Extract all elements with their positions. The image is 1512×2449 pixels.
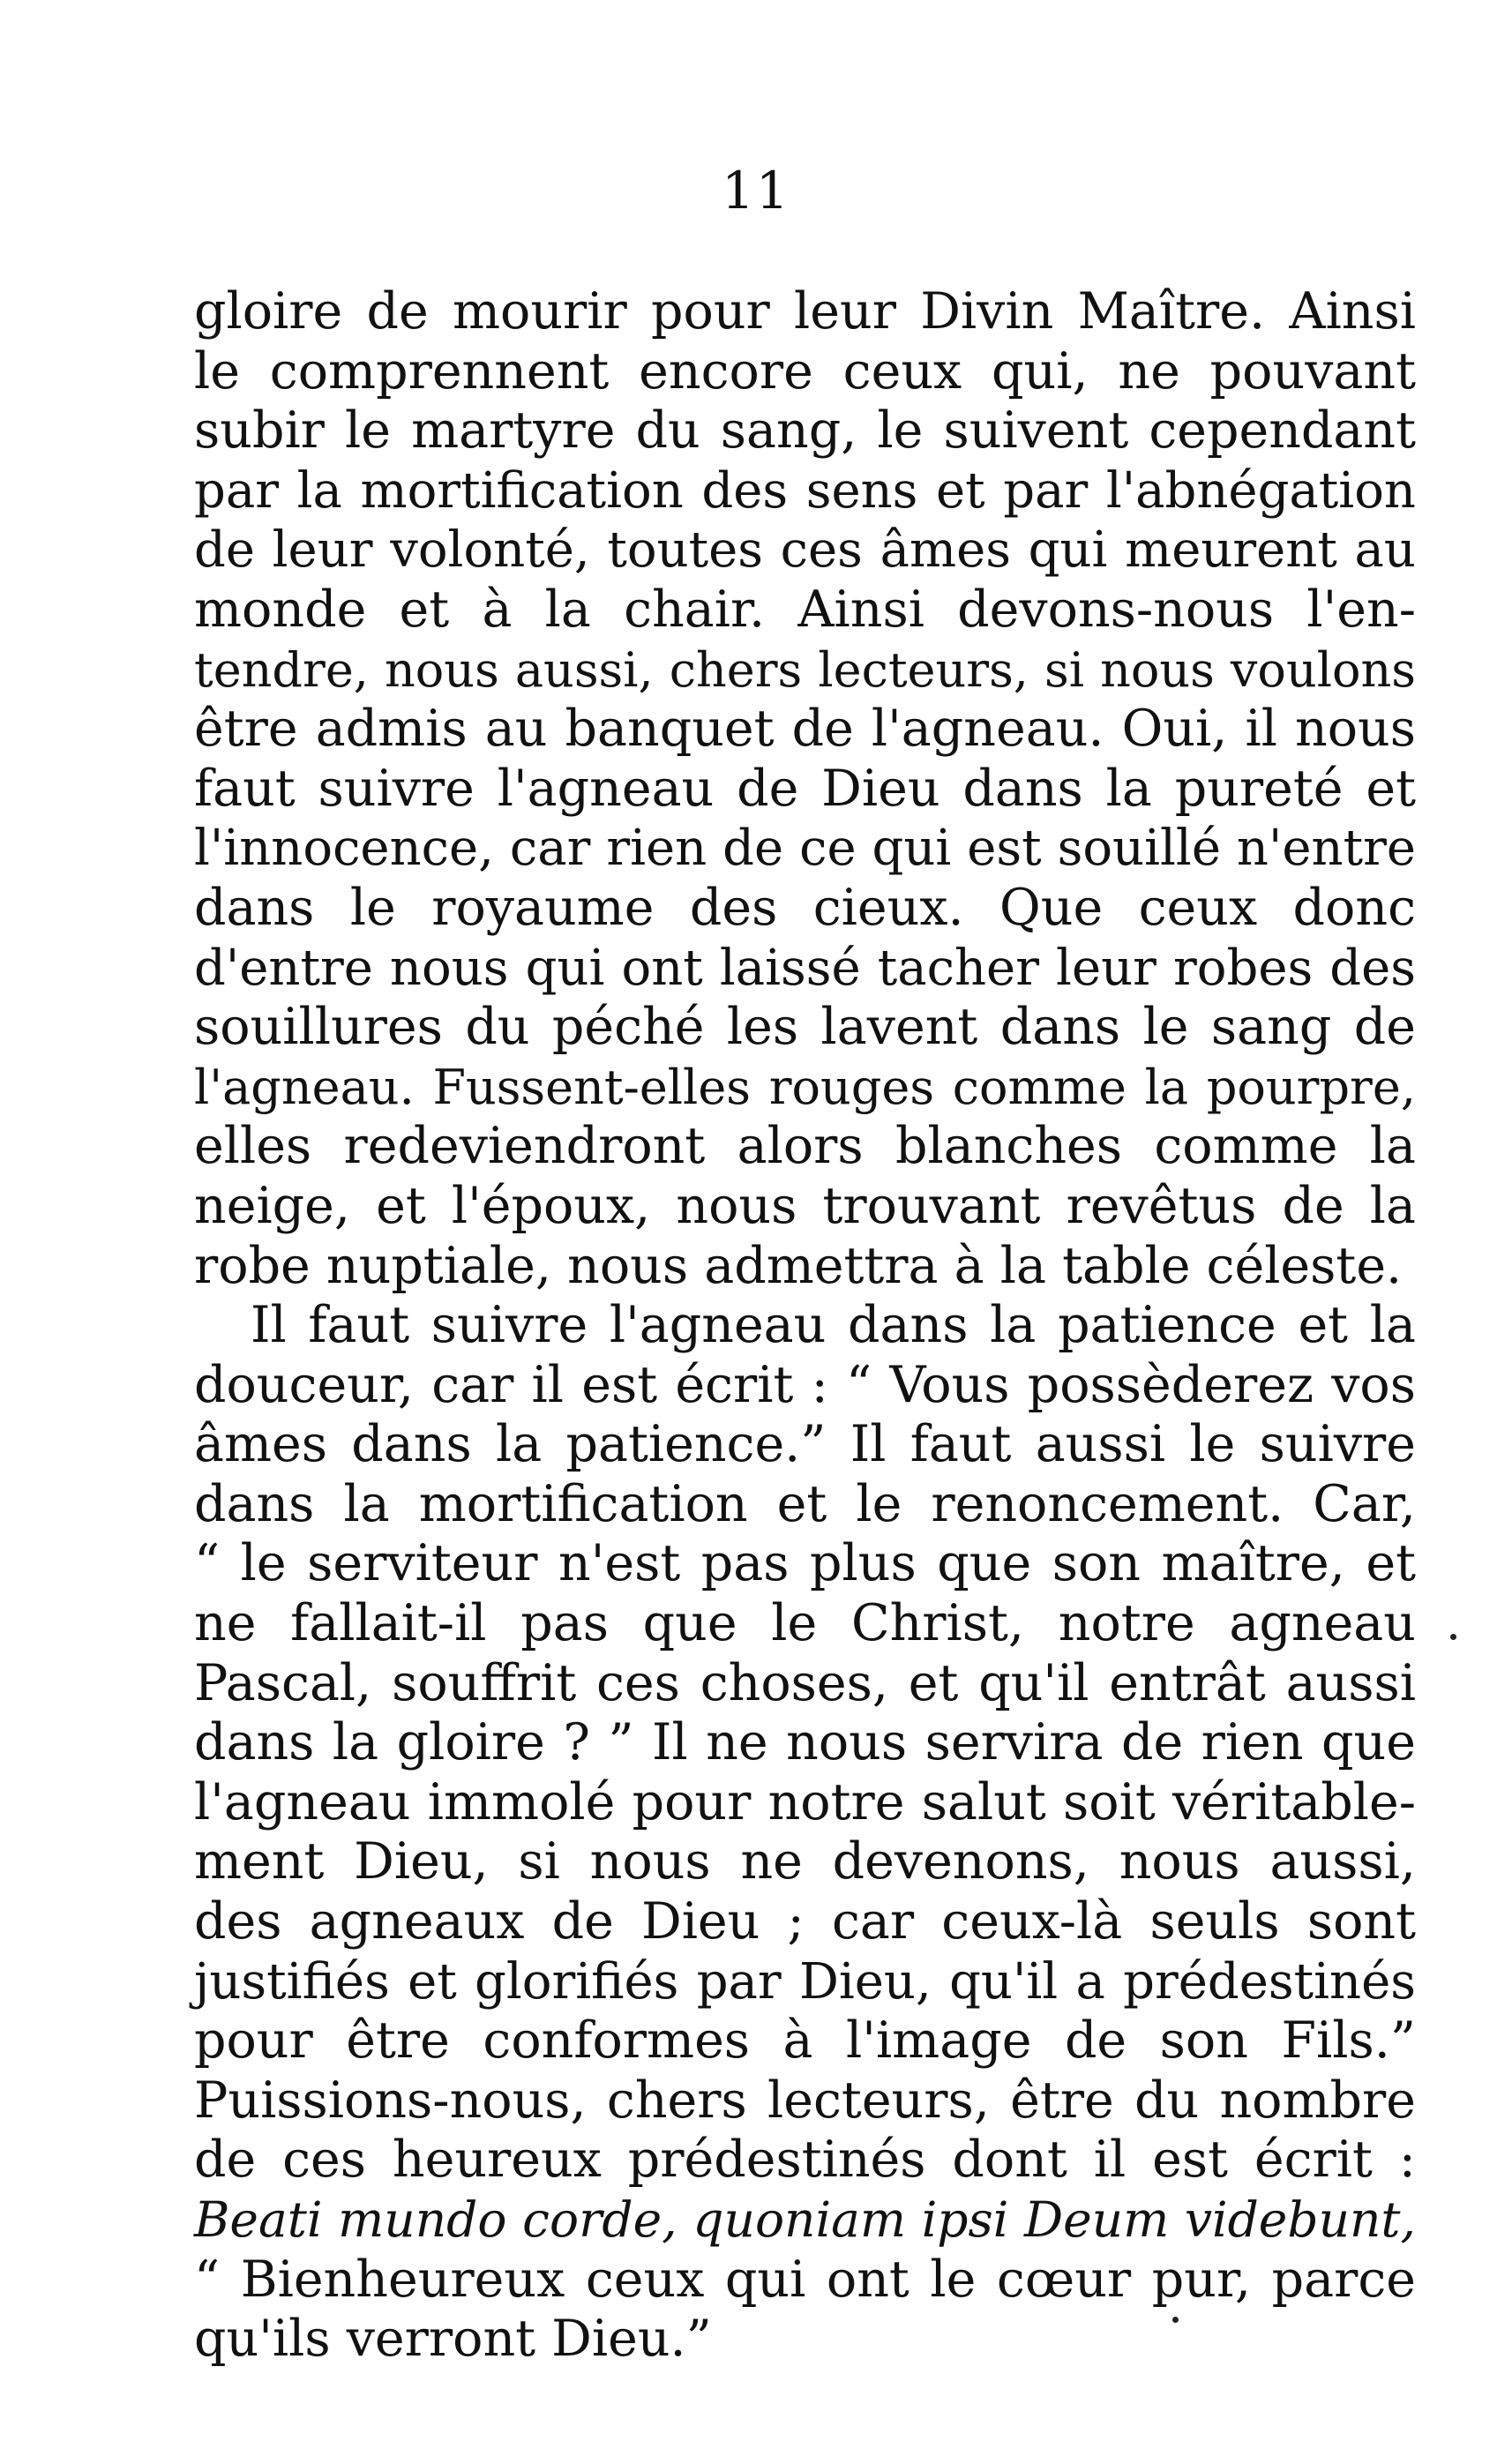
text-line: gloire de mourir pour leur Divin Maître. Ainsi (194, 282, 1416, 341)
text-line: douceur, car il est écrit : “ Vous possèderez vos (194, 1355, 1416, 1414)
text-line: tendre, nous aussi, chers lecteurs, si nous voulons (194, 641, 1416, 698)
text-line: dans la gloire ? ” Il ne nous servira de rien que (194, 1713, 1416, 1772)
text-line: dans le royaume des cieux. Que ceux donc (194, 878, 1416, 937)
body-text (194, 282, 1416, 2370)
text-line: subir le martyre du sang, le suivent cependant (194, 401, 1416, 461)
text-line: par la mortification des sens et par l'abnégation (194, 461, 1416, 520)
text-line: faut suivre l'agneau de Dieu dans la pureté et (194, 759, 1416, 818)
text-line: Pascal, souffrit ces choses, et qu'il entrât aussi (194, 1653, 1416, 1712)
text-line: ne fallait-il pas que le Christ, notre agneau (194, 1594, 1416, 1653)
text-line: l'agneau. Fussent-elles rouges comme la pourpre, (194, 1059, 1416, 1115)
page-number: 11 (722, 161, 790, 221)
text-line: justifiés et glorifiés par Dieu, qu'il a prédestinés (194, 1952, 1416, 2011)
text-line: robe nuptiale, nous admettra à la table céleste. (194, 1236, 1403, 1295)
text-line: monde et à la chair. Ainsi devons-nous l'en- (194, 580, 1416, 639)
text-line: neige, et l'époux, nous trouvant revêtus de la (194, 1176, 1416, 1235)
text-line: pour être conformes à l'image de son Fils.” (194, 2011, 1416, 2071)
text-line: qu'ils verront Dieu.” (194, 2310, 712, 2369)
text-line: de leur volonté, toutes ces âmes qui meurent au (194, 521, 1416, 580)
ink-speck (1450, 1634, 1456, 1640)
text-line: Beati mundo corde, quoniam ipsi Deum videbunt, (194, 2191, 1416, 2248)
text-line: ment Dieu, si nous ne devenons, nous aussi, (194, 1832, 1416, 1891)
text-line: “ le serviteur n'est pas plus que son maître, et (194, 1534, 1416, 1593)
text-line: âmes dans la patience.” Il faut aussi le suivre (194, 1415, 1416, 1474)
text-line: être admis au banquet de l'agneau. Oui, il nous (194, 700, 1416, 759)
text-line: le comprennent encore ceux qui, ne pouvant (194, 341, 1416, 401)
text-line: de ces heureux prédestinés dont il est écrit : (194, 2131, 1416, 2190)
text-line: “ Bienheureux ceux qui ont le cœur pur, parce (194, 2250, 1416, 2309)
ink-speck (1172, 2317, 1179, 2323)
text-line: des agneaux de Dieu ; car ceux-là seuls sont (194, 1892, 1416, 1951)
text-line: dans la mortification et le renoncement. Car, (194, 1474, 1416, 1533)
text-line: elles redeviendront alors blanches comme la (194, 1117, 1416, 1176)
text-line: l'agneau immolé pour notre salut soit véritable- (194, 1772, 1416, 1831)
text-line: Il faut suivre l'agneau dans la patience et la (251, 1296, 1416, 1355)
text-line: souillures du péché les lavent dans le sang de (194, 998, 1416, 1057)
text-line: l'innocence, car rien de ce qui est souillé n'entre (194, 820, 1416, 878)
text-line: Puissions-nous, chers lecteurs, être du nombre (194, 2071, 1416, 2130)
text-line: d'entre nous qui ont laissé tacher leur robes des (194, 939, 1416, 997)
